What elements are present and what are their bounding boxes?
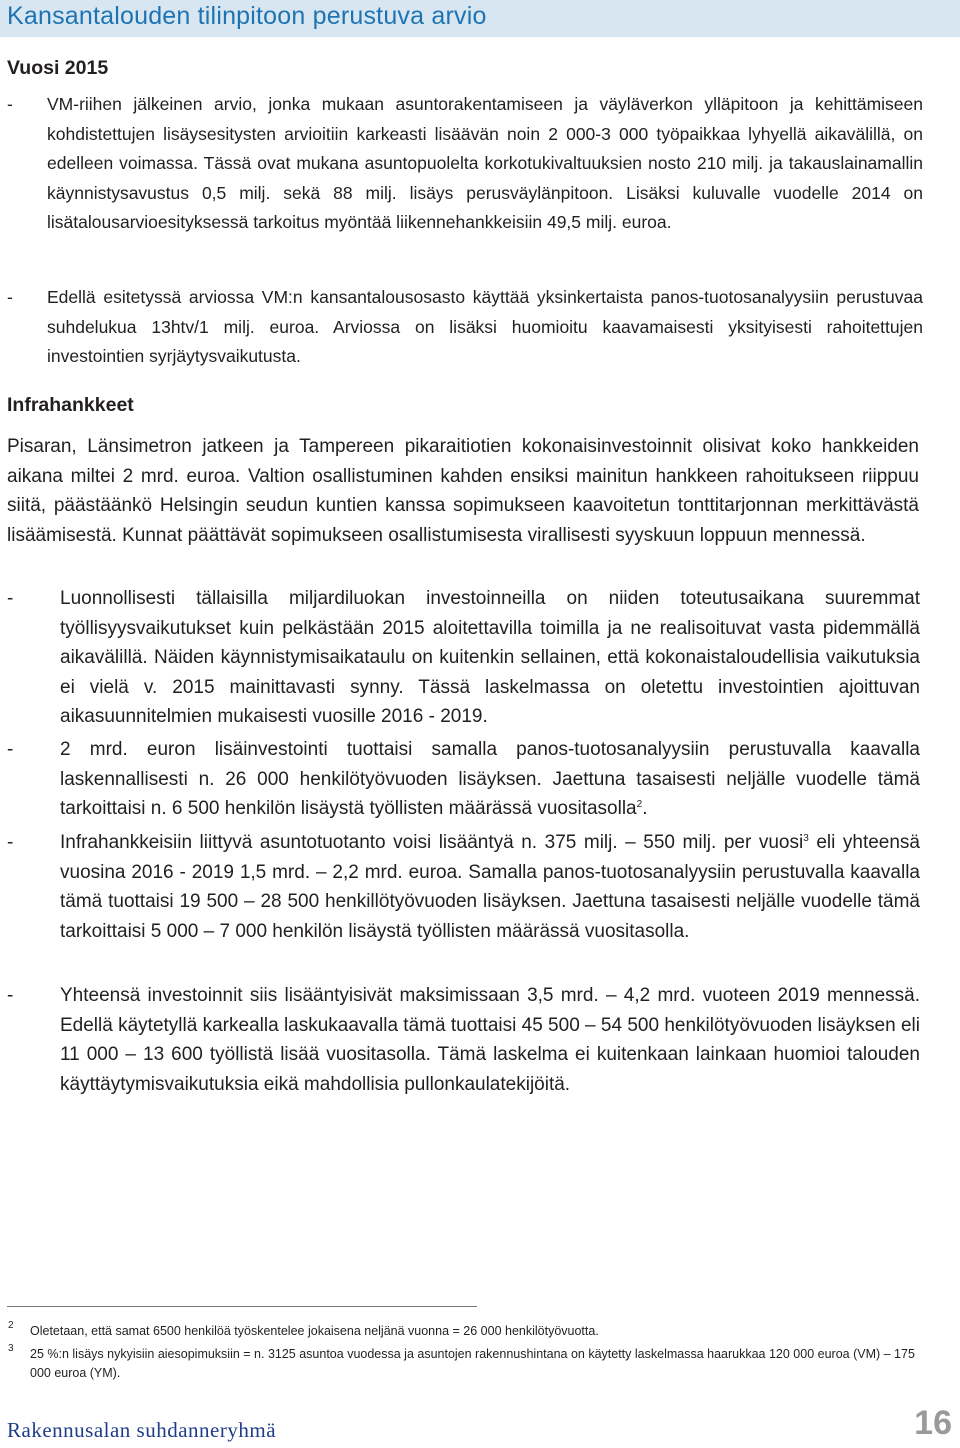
list-dash: -: [7, 739, 14, 760]
footnote-text: Oletetaan, että samat 6500 henkilöä työskentelee jokaisena neljänä vuonna = 26 000 henkilötyövuotta.: [30, 1324, 599, 1338]
list-item-text: Edellä esitetyssä arviossa VM:n kansantalousosasto käyttää yksinkertaista panos-tuotosanalyysiin perustuvaa suhdelukua 13htv/1 milj. euroa. Arviossa on lisäksi huomioitu kaavamaisesti yksityisesti rahoitettujen investointien syrjäytysvaikutusta.: [47, 287, 923, 366]
section-heading-infrahankkeet: Infrahankkeet: [7, 394, 134, 416]
footnote: [8, 1320, 925, 1341]
list-dash: -: [7, 985, 14, 1006]
list-dash: -: [7, 588, 14, 609]
list-dash: -: [7, 832, 14, 853]
list-item-text-main: Infrahankkeisiin liittyvä asuntotuotanto voisi lisääntyä n. 375 milj. – 550 milj. per vuosi: [60, 832, 804, 853]
list-item-text: VM-riihen jälkeinen arvio, jonka mukaan asuntorakentamiseen ja väyläverkon ylläpitoon ja kehittämiseen kohdistettujen lisäysesitysten arvioitiin karkeasti lisäävän noin 2 000-3 000 työpaikkaa lyhyellä aikavälillä, on edelleen voimassa. Tässä ovat mukana asuntopuolelta korkotukivaltuuksien nosto 210 milj. ja takauslainamallin käynnistysavustus 0,5 milj. sekä 88 milj. lisäys perusväylänpitoon. Lisäksi kuluvalle vuodelle 2014 on lisätalousarvioesityksessä tarkoitus myöntää liikennehankkeisiin 49,5 milj. euroa.: [47, 94, 923, 232]
page-number: 16: [914, 1404, 952, 1442]
list-item: [7, 90, 923, 238]
list-item-text: Yhteensä investoinnit siis lisääntyisivät maksimissaan 3,5 mrd. – 4,2 mrd. vuoteen 2019 mennessä. Edellä käytetyllä karkealla laskukaavalla tämä tuottaisi 45 500 – 54 500 henkilötyövuoden lisäyksen eli 11 000 – 13 600 työllistä lisää vuositasolla. Tämä laskelma ei kuitenkaan lainkaan huomioi talouden käyttäytymisvaikutuksia eikä mahdollisia pullonkaulatekijöitä.: [60, 985, 920, 1095]
intro-paragraph: Pisaran, Länsimetron jatkeen ja Tampereen pikaraitiotien kokonaisinvestoinnit olisivat koko hankkeiden aikana miltei 2 mrd. euroa. Valtion osallistuminen kahden ensiksi mainitun hankkeen rahoitukseen riippuu siitä, päästäänkö Helsingin seudun kuntien kanssa sopimukseen kaavoitetun tonttitarjonnan merkittävästä lisäämisestä. Kunnat päättävät sopimukseen osallistumisesta virallisesti syyskuun loppuun mennessä.: [7, 436, 919, 546]
list-item-text-tail: eli yhteensä vuosina 2016 - 2019 1,5 mrd. – 2,2 mrd. euroa. Samalla panos-tuotosanalyysiin perustuvalla kaavalla tämä tuottaisi 19 500 – 28 500 henkillötyövuoden lisäyksen. Jaettuna tasaisesti neljälle vuodelle tämä tarkoittaisi 5 000 – 7 000 henkilön lisäystä työllisten määrässä vuositasolla.: [60, 832, 920, 942]
footnote-ref: 3: [803, 833, 809, 844]
list-item-text-main: 2 mrd. euron lisäinvestointi tuottaisi samalla panos-tuotosanalyysiin perustuvalla kaavalla laskennallisesti n. 26 000 henkilötyövuoden lisäyksen. Jaettuna tasaisesti neljälle vuodelle tämä tarkoittaisi n. 6 500 henkilön lisäystä työllisten määrässä vuositasolla: [60, 739, 920, 819]
list-item: [7, 584, 920, 732]
list-item-text: [60, 828, 920, 946]
footnote-number: 2: [8, 1320, 14, 1331]
footnote-divider: [7, 1306, 477, 1307]
list-item-text: [60, 735, 920, 824]
list-item-text: Luonnollisesti tällaisilla miljardiluokan investoinneilla on niiden toteutusaikana suuremmat työllisyysvaikutukset kuin pelkästään 2015 aloitettavilla toimilla ja ne realisoituvat vasta pidemmällä aikavälillä. Näiden käynnistymisaikataulu on kuitenkin sellainen, että kokonaistaloudellisia vaikutuksia ei vielä v. 2015 mainittavasti synny. Tässä laskelmassa on oletettu investointien ajoittuvan aikasuunnitelmien mukaisesti vuosille 2016 - 2019.: [60, 588, 920, 727]
footnote-text: 25 %:n lisäys nykyisiin aiesopimuksiin = n. 3125 asuntoa vuodessa ja asuntojen rakennushintana on käytetty laskelmassa haarukkaa 120 000 euroa (VM) – 175 000 euroa (YM).: [30, 1347, 915, 1380]
list-item: [7, 828, 920, 946]
footnote-number: 3: [8, 1343, 14, 1354]
list-item: [7, 981, 920, 1099]
page-title: Kansantalouden tilinpitoon perustuva arvio: [7, 2, 487, 30]
footnote: [8, 1343, 925, 1383]
footnote-ref: 2: [636, 799, 643, 810]
list-item: [7, 735, 920, 824]
section-heading-2015: Vuosi 2015: [7, 57, 109, 79]
list-dash: -: [7, 94, 13, 114]
list-dash: -: [7, 287, 13, 307]
list-item: [7, 283, 923, 372]
footer-organization: Rakennusalan suhdanneryhmä: [7, 1418, 277, 1442]
list-item-text-tail: .: [642, 798, 648, 819]
